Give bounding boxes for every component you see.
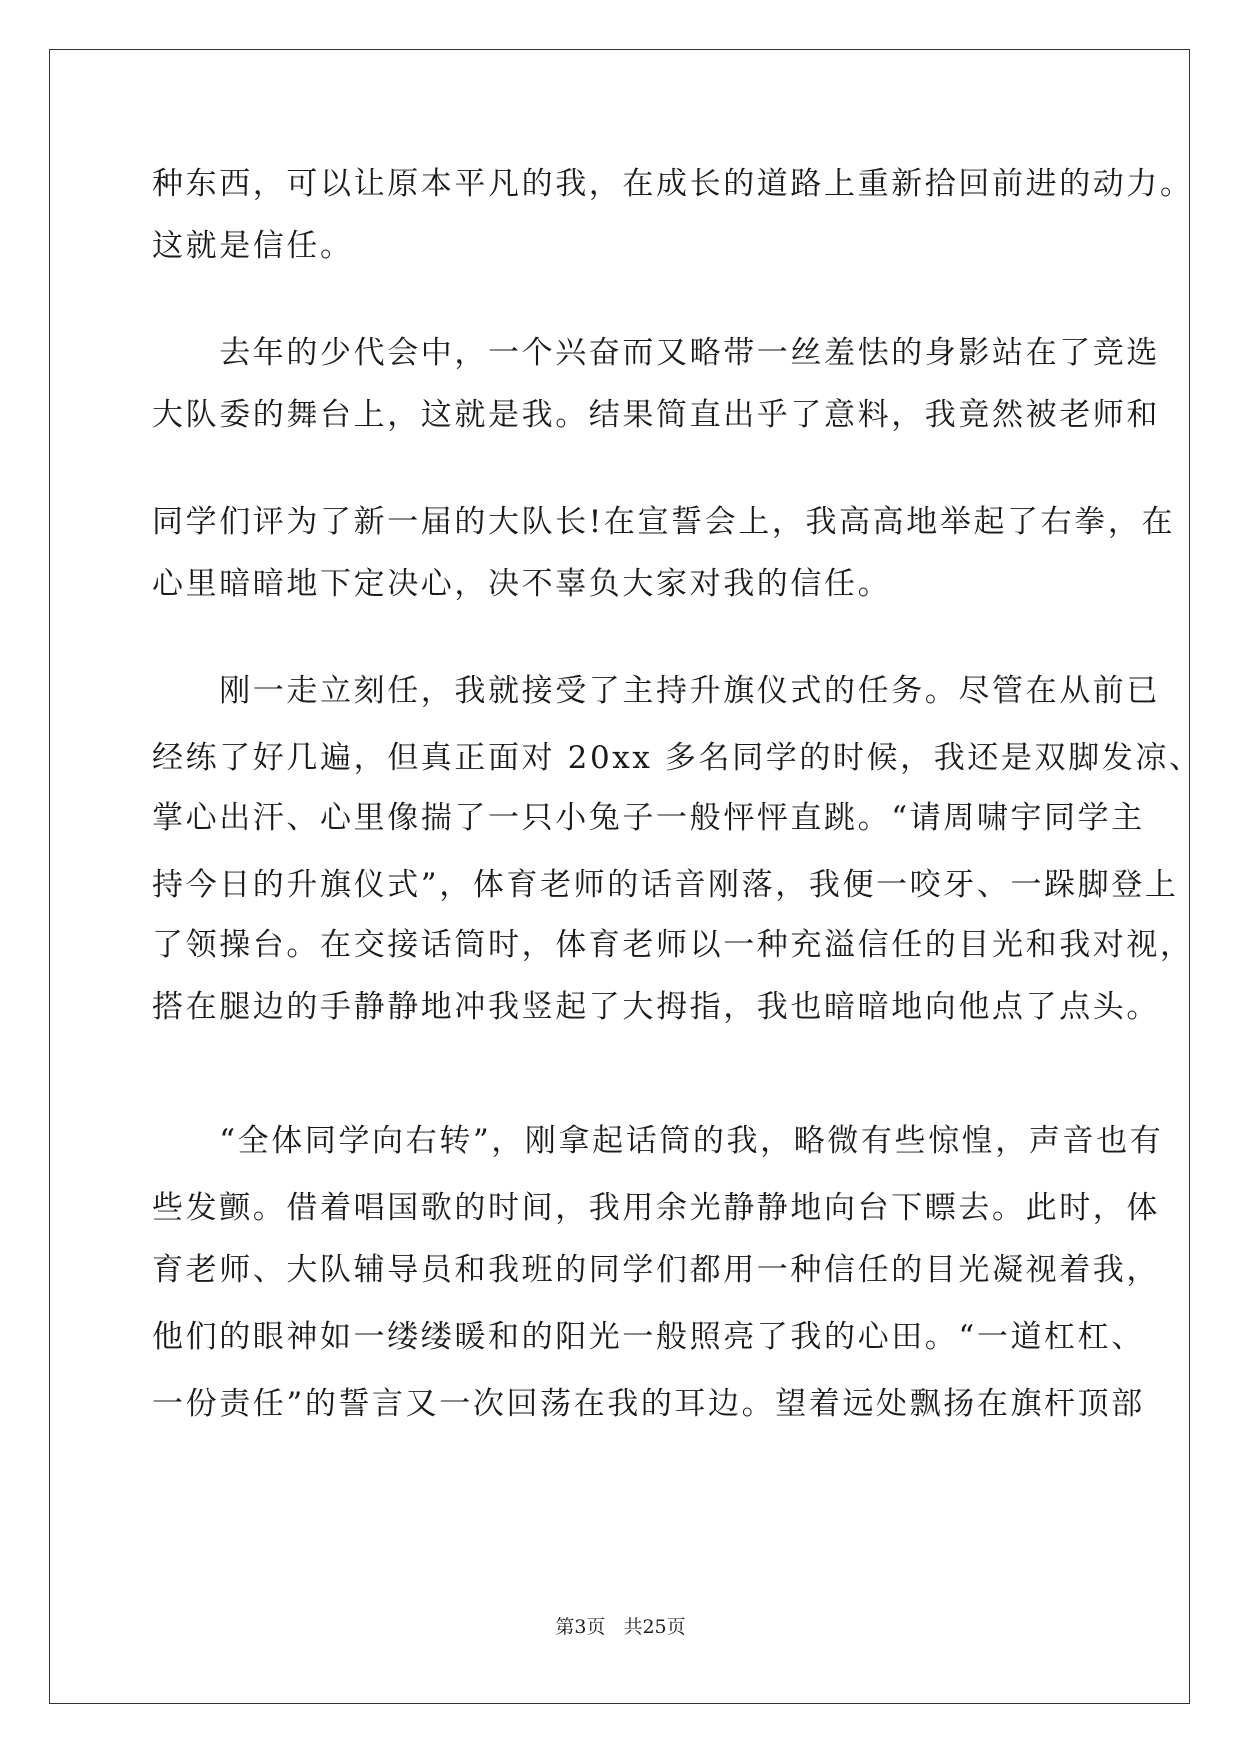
text-line: 心里暗暗地下定决心，决不辜负大家对我的信任。 <box>152 566 892 602</box>
page-total: 共25页 <box>623 1616 686 1638</box>
text-line: 去年的少代会中，一个兴奋而又略带一丝羞怯的身影站在了竞选 <box>152 335 1160 371</box>
text-line: 持今日的升旗仪式”，体育老师的话音刚落，我便一咬牙、一跺脚登上 <box>152 867 1179 903</box>
text-line: 育老师、大队辅导员和我班的同学们都用一种信任的目光凝视着我， <box>152 1252 1160 1288</box>
text-line: 经练了好几遍，但真正面对 20xx 多名同学的时候，我还是双脚发凉、 <box>152 740 1203 776</box>
text-line: 一份责任”的誓言又一次回荡在我的耳边。望着远处飘扬在旗杆顶部 <box>152 1386 1145 1422</box>
text-line: 他们的眼神如一缕缕暖和的阳光一般照亮了我的心田。“一道杠杠、 <box>152 1319 1145 1355</box>
text-line: 些发颤。借着唱国歌的时间，我用余光静静地向台下瞟去。此时，体 <box>152 1190 1160 1226</box>
text-line: 大队委的舞台上，这就是我。结果简直出乎了意料，我竟然被老师和 <box>152 397 1160 433</box>
text-line: 了领操台。在交接话筒时，体育老师以一种充溢信任的目光和我对视， <box>152 927 1194 963</box>
text-line: “全体同学向右转”，刚拿起话筒的我，略微有些惊惶，声音也有 <box>152 1123 1164 1159</box>
page-footer <box>0 1615 1241 1639</box>
text-line: 种东西，可以让原本平凡的我，在成长的道路上重新拾回前进的动力。 <box>152 166 1194 202</box>
text-line: 刚一走立刻任，我就接受了主持升旗仪式的任务。尽管在从前已 <box>152 673 1160 709</box>
text-line: 搭在腿边的手静静地冲我竖起了大拇指，我也暗暗地向他点了点头。 <box>152 989 1160 1025</box>
text-line: 同学们评为了新一届的大队长!在宣誓会上，我高高地举起了右拳，在 <box>152 504 1176 540</box>
text-line: 这就是信任。 <box>152 228 354 264</box>
page-number: 第3页 <box>555 1616 606 1638</box>
text-line: 掌心出汗、心里像揣了一只小兔子一般怦怦直跳。“请周啸宇同学主 <box>152 800 1145 836</box>
